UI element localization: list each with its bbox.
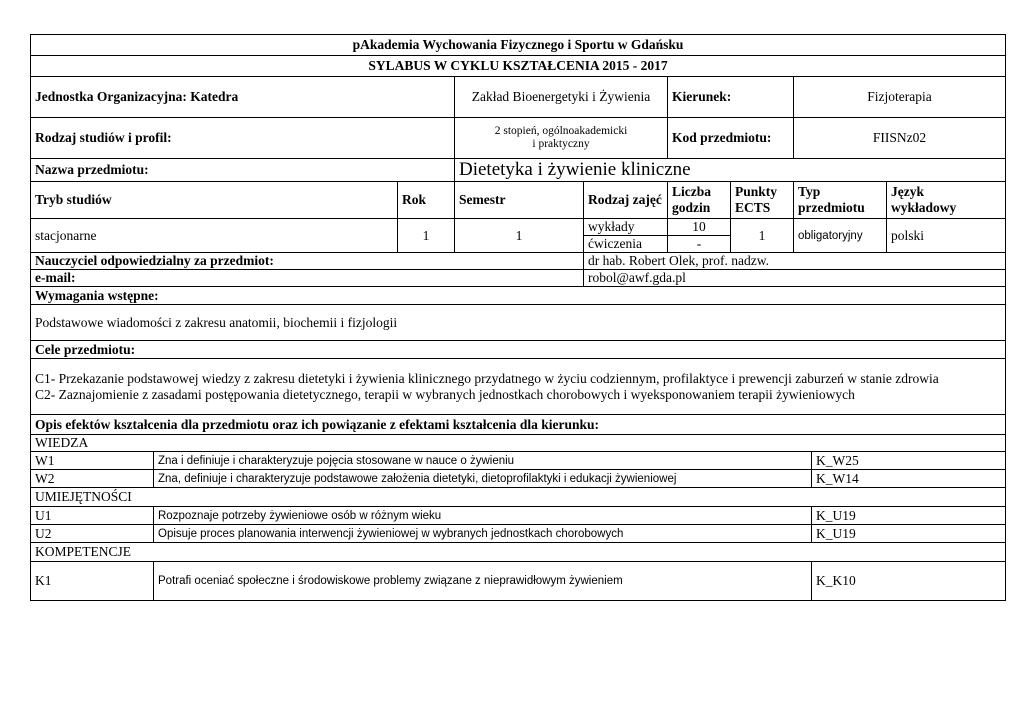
class-type-lectures: wykłady xyxy=(584,219,668,236)
direction-label: Kierunek: xyxy=(668,77,794,118)
outcome-reference: K_K10 xyxy=(812,562,1006,601)
table-row xyxy=(31,562,1006,601)
col-hours-line-2: godzin xyxy=(672,200,711,215)
col-year: Rok xyxy=(398,182,455,219)
outcome-description: Potrafi oceniać społeczne i środowiskowe problemy związane z nieprawidłowym żywieniem xyxy=(154,562,812,601)
study-type-line-1: 2 stopień, ogólnoakademicki xyxy=(494,125,628,137)
outcomes-table xyxy=(30,434,1006,601)
hours-lectures: 10 xyxy=(668,219,731,236)
col-ects-line-2: ECTS xyxy=(735,200,771,215)
goal-c2: C2- Zaznajomienie z zasadami postępowania dietetycznego, terapii w wybranych jednostkach chorobowych i wyeksponowaniem terapii żywieniowych xyxy=(35,386,855,402)
outcome-description: Opisuje proces planowania interwencji żywieniowej w wybranych jednostkach chorobowych xyxy=(154,525,812,543)
subject-type-value: obligatoryjny xyxy=(794,219,887,253)
outcome-code: W2 xyxy=(31,470,154,488)
subject-value: Dietetyka i żywienie kliniczne xyxy=(455,159,1006,182)
study-type-line-2: i praktyczny xyxy=(532,138,590,150)
class-type-exercises: ćwiczenia xyxy=(584,236,668,253)
study-year-value: 1 xyxy=(398,219,455,253)
outcome-code: U1 xyxy=(31,507,154,525)
study-type-value xyxy=(455,118,668,159)
email-value: robol@awf.gda.pl xyxy=(584,270,1006,287)
outcome-code: K1 xyxy=(31,562,154,601)
code-label: Kod przedmiotu: xyxy=(668,118,794,159)
direction-value: Fizjoterapia xyxy=(794,77,1006,118)
outcome-description: Zna i definiuje i charakteryzuje pojęcia stosowane w nauce o żywieniu xyxy=(154,452,812,470)
col-ects-line-1: Punkty xyxy=(735,184,778,199)
section-knowledge: WIEDZA xyxy=(31,435,1006,452)
requirements-label: Wymagania wstępne: xyxy=(31,287,1006,305)
table-row xyxy=(31,452,1006,470)
col-type-line-1: Typ xyxy=(798,184,821,199)
outcome-description: Zna, definiuje i charakteryzuje podstawowe założenia dietetyki, dietoprofilaktyki i edukacji żywieniowej xyxy=(154,470,812,488)
study-type-label: Rodzaj studiów i profil: xyxy=(31,118,455,159)
email-label: e-mail: xyxy=(31,270,584,287)
teacher-label: Nauczyciel odpowiedzialny za przedmiot: xyxy=(31,253,584,270)
code-value: FIISNz02 xyxy=(794,118,1006,159)
table-row xyxy=(31,507,1006,525)
col-mode: Tryb studiów xyxy=(31,182,398,219)
requirements-value: Podstawowe wiadomości z zakresu anatomii, biochemii i fizjologii xyxy=(31,305,1006,341)
institution-name: pAkademia Wychowania Fizycznego i Sportu w Gdańsku xyxy=(31,35,1006,56)
col-ects xyxy=(731,182,794,219)
col-type xyxy=(794,182,887,219)
outcome-reference: K_U19 xyxy=(812,525,1006,543)
col-class-type: Rodzaj zajęć xyxy=(584,182,668,219)
col-type-line-2: przedmiotu xyxy=(798,200,865,215)
study-semester-value: 1 xyxy=(455,219,584,253)
language-value: polski xyxy=(887,219,1006,253)
outcomes-label: Opis efektów kształcenia dla przedmiotu oraz ich powiązanie z efektami kształcenia dla kierunku: xyxy=(31,415,1006,435)
outcome-code: U2 xyxy=(31,525,154,543)
goals-value xyxy=(31,359,1006,415)
unit-value: Zakład Bioenergetyki i Żywienia xyxy=(455,77,668,118)
syllabus-title: SYLABUS W CYKLU KSZTAŁCENIA 2015 - 2017 xyxy=(31,56,1006,77)
col-hours-line-1: Liczba xyxy=(672,184,711,199)
ects-value: 1 xyxy=(731,219,794,253)
table-row xyxy=(31,470,1006,488)
outcome-code: W1 xyxy=(31,452,154,470)
section-competences: KOMPETENCJE xyxy=(31,543,1006,562)
subject-label: Nazwa przedmiotu: xyxy=(31,159,455,182)
section-skills: UMIEJĘTNOŚCI xyxy=(31,488,1006,507)
syllabus-document xyxy=(30,34,1005,601)
table-row xyxy=(31,525,1006,543)
unit-label: Jednostka Organizacyjna: Katedra xyxy=(31,77,455,118)
outcome-reference: K_W14 xyxy=(812,470,1006,488)
outcome-description: Rozpoznaje potrzeby żywieniowe osób w różnym wieku xyxy=(154,507,812,525)
hours-exercises: - xyxy=(668,236,731,253)
syllabus-info-table xyxy=(30,34,1006,435)
outcome-reference: K_W25 xyxy=(812,452,1006,470)
outcome-reference: K_U19 xyxy=(812,507,1006,525)
goals-label: Cele przedmiotu: xyxy=(31,341,1006,359)
goal-c1: C1- Przekazanie podstawowej wiedzy z zakresu dietetyki i żywienia klinicznego przydatnego w życiu codziennym, profilaktyce i prewencji zaburzeń w stanie zdrowia xyxy=(35,370,939,386)
col-lang-line-1: Język xyxy=(891,184,924,199)
col-lang-line-2: wykładowy xyxy=(891,200,957,215)
study-mode-value: stacjonarne xyxy=(31,219,398,253)
col-hours xyxy=(668,182,731,219)
col-semester: Semestr xyxy=(455,182,584,219)
col-lang xyxy=(887,182,1006,219)
teacher-value: dr hab. Robert Olek, prof. nadzw. xyxy=(584,253,1006,270)
